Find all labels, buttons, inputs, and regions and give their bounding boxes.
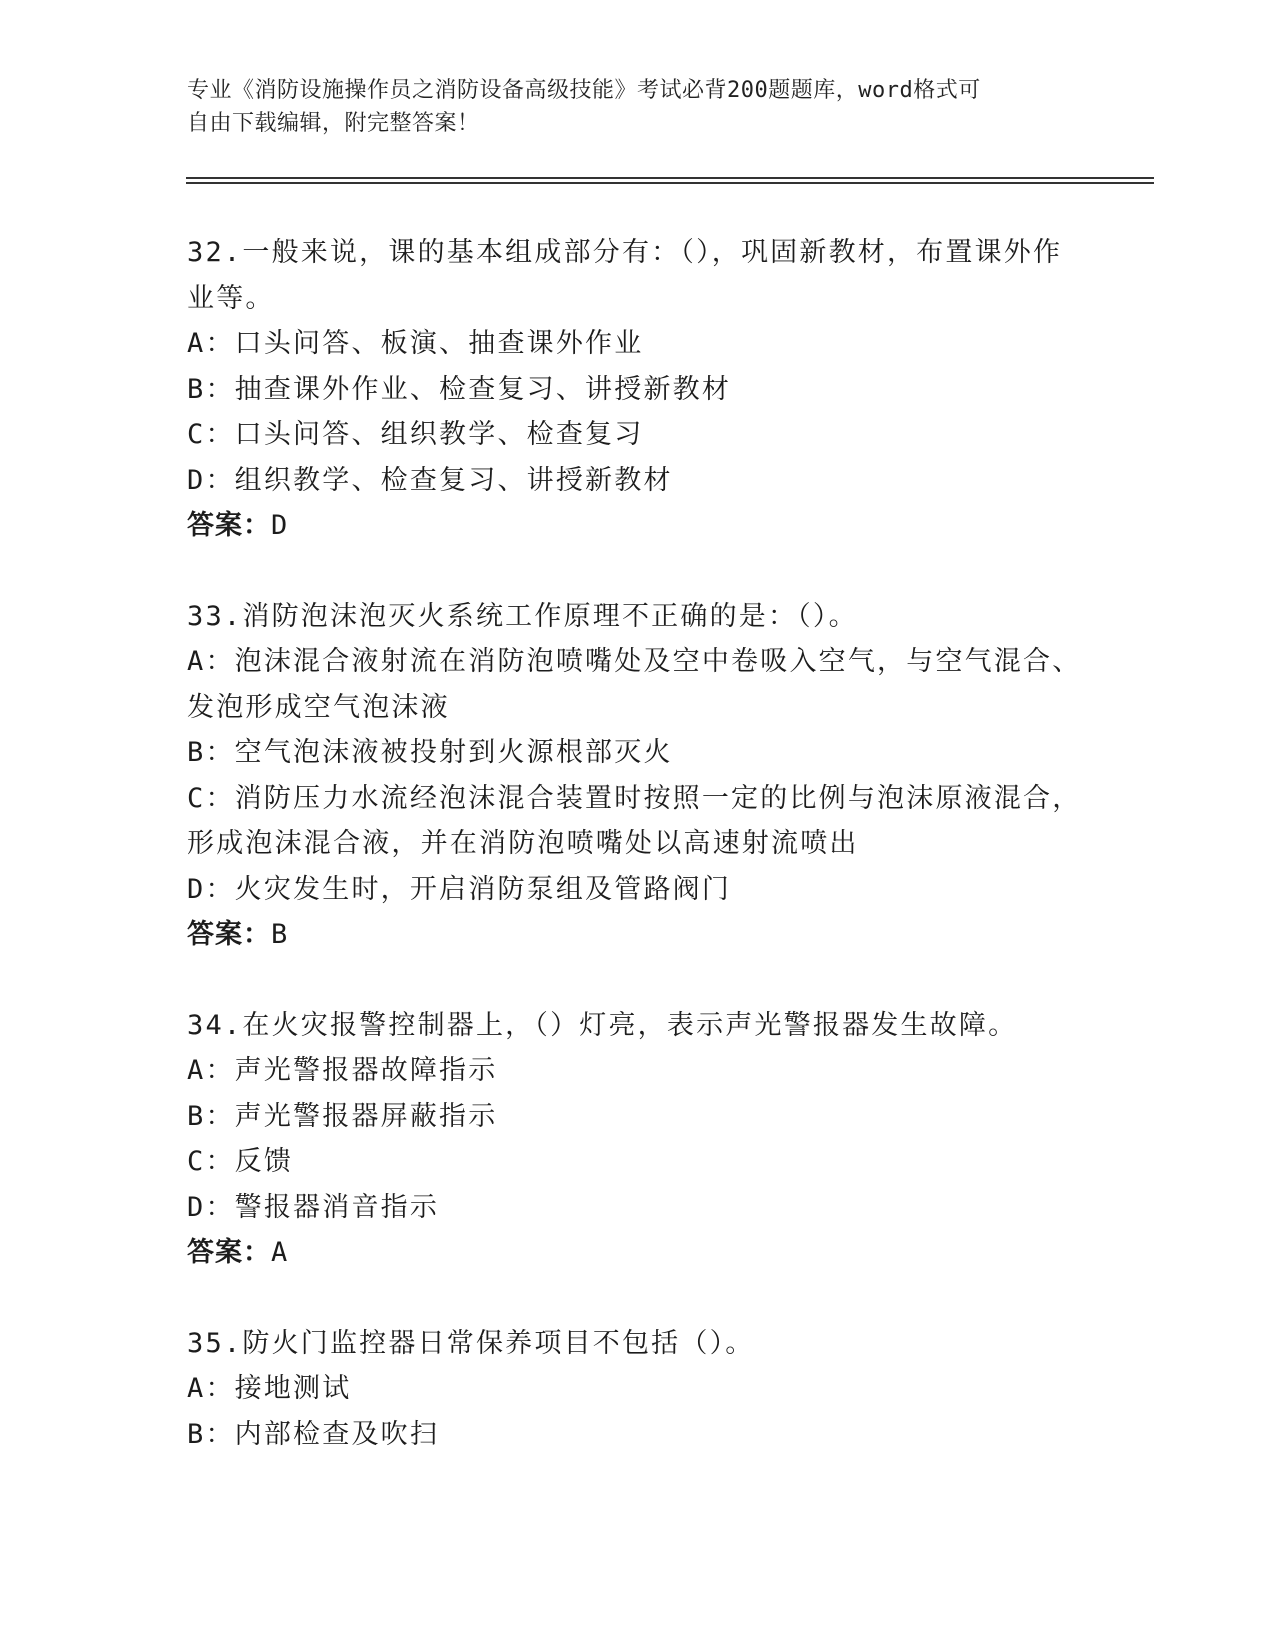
question-stem-continued: 业等。: [187, 282, 275, 314]
option-a: A：泡沫混合液射流在消防泡喷嘴处及空中卷吸入空气，与空气混合、: [187, 646, 1082, 677]
option-d: D：组织教学、检查复习、讲授新教材: [187, 464, 673, 496]
option-b: B：抽查课外作业、检查复习、讲授新教材: [187, 373, 732, 405]
answer-label: 答案：: [187, 1237, 271, 1268]
header-divider-bottom: [186, 182, 1154, 184]
question-34: [187, 1003, 1087, 1276]
question-stem: 32.一般来说，课的基本组成部分有：（），巩固新教材，布置课外作: [187, 237, 1063, 268]
option-c: C：口头问答、组织教学、检查复习: [187, 419, 644, 450]
question-32: [187, 230, 1087, 549]
option-d: D：警报器消音指示: [187, 1191, 440, 1223]
option-b: B：声光警报器屏蔽指示: [187, 1100, 498, 1132]
header-line-1: 专业《消防设施操作员之消防设备高级技能》考试必背200题题库，word格式可: [187, 78, 981, 103]
question-33: [187, 594, 1087, 958]
header-divider-top: [186, 177, 1154, 179]
answer-value: A: [271, 1237, 289, 1268]
answer-value: B: [271, 919, 289, 950]
option-a: A：口头问答、板演、抽查课外作业: [187, 328, 644, 359]
option-d: D：火灾发生时，开启消防泵组及管路阀门: [187, 873, 732, 905]
answer-label: 答案：: [187, 510, 271, 541]
option-c: C：反馈: [187, 1146, 294, 1177]
option-c: C：消防压力水流经泡沫混合装置时按照一定的比例与泡沫原液混合，: [187, 782, 1082, 814]
option-a: A：声光警报器故障指示: [187, 1055, 498, 1086]
question-stem: 33.消防泡沫泡灭火系统工作原理不正确的是：（）。: [187, 600, 858, 632]
question-stem: 35.防火门监控器日常保养项目不包括（）。: [187, 1327, 755, 1359]
answer-label: 答案：: [187, 919, 271, 950]
option-b: B：空气泡沫液被投射到火源根部灭火: [187, 737, 673, 768]
document-header: [187, 74, 1087, 140]
option-a: A：接地测试: [187, 1373, 352, 1404]
question-35: [187, 1321, 1087, 1458]
header-line-2: 自由下载编辑，附完整答案！: [187, 111, 480, 136]
option-a-continued: 发泡形成空气泡沫液: [187, 691, 450, 723]
answer-value: D: [271, 510, 289, 541]
question-list: [187, 230, 1087, 1502]
answer: [187, 503, 1087, 549]
answer: [187, 912, 1087, 958]
option-c-continued: 形成泡沫混合液，并在消防泡喷嘴处以高速射流喷出: [187, 828, 859, 859]
question-stem: 34.在火灾报警控制器上，（）灯亮，表示声光警报器发生故障。: [187, 1009, 1018, 1041]
answer: [187, 1230, 1087, 1276]
option-b: B：内部检查及吹扫: [187, 1418, 440, 1450]
